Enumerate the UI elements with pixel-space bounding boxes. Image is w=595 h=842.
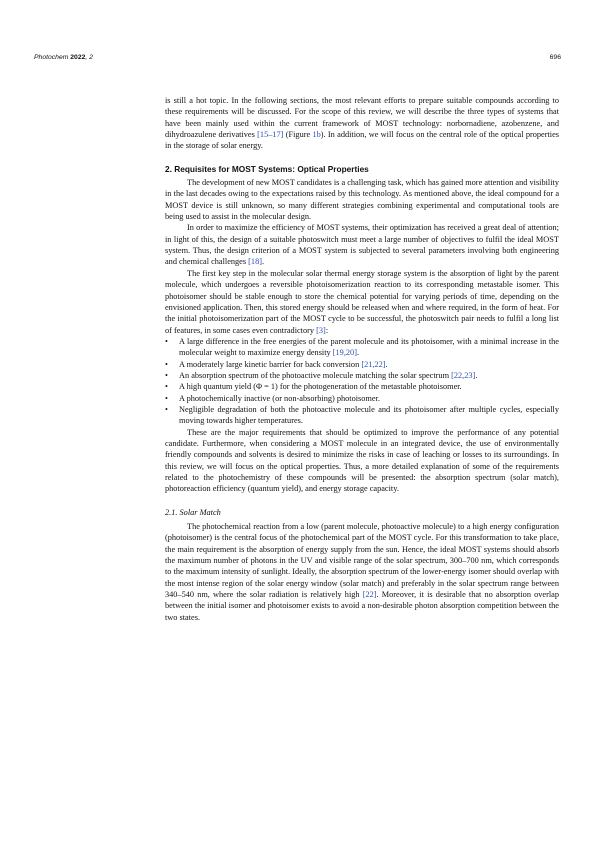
page-header <box>34 54 561 66</box>
list-item: • A high quantum yield (Φ = 1) for the photogeneration of the metastable photoisomer. <box>165 381 559 392</box>
reference-link[interactable]: [19,20] <box>332 348 357 358</box>
reference-link[interactable]: [22,23] <box>451 370 476 380</box>
list-item: • A photochemically inactive (or non-absorbing) photoisomer. <box>165 393 559 404</box>
reference-link[interactable]: [3] <box>316 325 326 335</box>
list-item: • Negligible degradation of both the photoactive molecule and its photoisomer after multiple cycles, especially moving towards higher temperatures. <box>165 404 559 427</box>
page-number: 696 <box>549 54 561 61</box>
list-item: • A large difference in the free energies of the parent molecule and its photoisomer, with a minimal increase in the molecular weight to maximize energy density [19,20]. <box>165 336 559 359</box>
paragraph-intro: is still a hot topic. In the following sections, the most relevant efforts to prepare suitable compounds according to these requirements will be discussed. For the scope of this review, we will describe the three types of systems that have been mainly used within the current framework of MOST technology: norbornadiene, azobenzene, and dihydroazulene derivatives [15–17] (Figure 1b). In addition, we will focus on the central role of the optical properties in the storage of solar energy. <box>165 96 560 151</box>
reference-link[interactable]: [15–17] <box>257 130 284 140</box>
paragraph: The first key step in the molecular solar thermal energy storage system is the absorption of light by the parent molecule, which undergoes a reversible photoisomerization reaction to its corresponding metastable isomer. This photoisomer should be stable enough to store the chemical potential for varying periods of time, depending on the envisioned application. Then, this stored energy should be released when and where required, in the form of heat. For the initial photoisomerization part of the MOST cycle to be successful, the photoswitch pair needs to fulfil a long list of features, in some cases even contradictory [3]: <box>165 268 559 335</box>
list-item: • An absorption spectrum of the photoactive molecule matching the solar spectrum [22,23]. <box>165 370 559 381</box>
figure-link[interactable]: 1b <box>312 130 321 140</box>
article-body <box>165 95 559 623</box>
reference-link[interactable]: [22] <box>362 590 377 600</box>
reference-link[interactable]: [18] <box>248 257 262 267</box>
paragraph: The development of new MOST candidates is a challenging task, which has gained more attention and visibility in the last decades owing to the expectations raised by this technology. As mentioned above, the ideal compound for a MOST device is still unknown, so many different strategies combining experimental and computational tools are being used to assist in the molecular design. <box>165 178 559 222</box>
paragraph: These are the major requirements that should be optimized to improve the performance of any potential candidate. Furthermore, when considering a MOST molecule in an integrated device, the use of environmentally friendly compounds and solvents is desired to minimize the risks in case of leaching or losses to its surroundings. In this review, we will focus on the optical properties. Thus, a more detailed explanation of some of the requirements related to the photochemistry of these compounds will be presented: the absorption spectrum (solar match), photoreaction efficiency (quantum yield), and energy storage capacity. <box>165 427 559 494</box>
reference-link[interactable]: [21,22] <box>361 359 386 369</box>
section-heading: 2. Requisites for MOST Systems: Optical Properties <box>165 163 369 174</box>
journal-citation: Photochem 2022, 2 <box>34 54 93 61</box>
paragraph: The photochemical reaction from a low (parent molecule, photoactive molecule) to a high energy configuration (photoisomer) is the central focus of the photochemical part of the MOST cycle. For this transformation to take place, the main requirement is the absorption of energy supply from the sun. Hence, the ideal MOST systems should absorb the maximum number of photons in the UV and visible range of the solar spectrum, 300–700 nm, which corresponds to the maximum intensity of sunlight. Ideally, the absorption spectrum of the lower-energy isomer should overlap with the most intense region of the solar energy window (solar match) and preferably in the solar spectrum range between 340–540 nm, where the solar radiation is relatively high [22]. Moreover, it is desirable that no absorption overlap between the initial isomer and photoisomer exists to avoid a non-desirable photon absorption competition between the two states. <box>165 522 559 622</box>
paragraph: In order to maximize the efficiency of MOST systems, their optimization has received a great deal of attention; in light of this, the design of a suitable photoswitch must meet a large number of objectives to fulfil the ideal MOST system. Thus, the design criterion of a MOST system is subjected to several parameters involving both engineering and chemical challenges [18]. <box>165 223 559 267</box>
subsection-heading: 2.1. Solar Match <box>165 507 221 517</box>
requirements-list <box>165 336 559 427</box>
list-item: • A moderately large kinetic barrier for back conversion [21,22]. <box>165 359 559 370</box>
